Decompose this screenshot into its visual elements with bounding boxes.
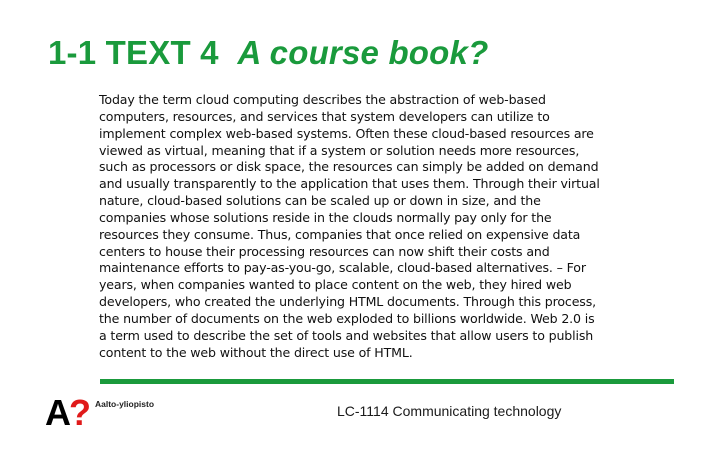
body-line: maintenance efforts to pay-as-you-go, scalable, cloud-based alternatives. – For [99, 260, 586, 276]
aalto-logo-name: Aalto-yliopisto [95, 399, 155, 409]
divider [100, 379, 674, 384]
body-line: nature, cloud-based solutions can be scaled up or down in size, and the [99, 193, 541, 209]
title-main: 1-1 TEXT 4 [48, 34, 219, 71]
body-line: such as processors or disk space, the resources can simply be added on demand [99, 159, 599, 175]
body-line: resources they consume. Thus, companies that once relied on expensive data [99, 226, 581, 242]
aalto-logo-mark: A? [45, 392, 89, 433]
body-line: implement complex web-based systems. Often these cloud-based resources are [99, 125, 594, 141]
body-line: viewed as virtual, meaning that if a system or solution needs more resources, [99, 142, 580, 158]
footer-course-label: LC-1114 Communicating technology [337, 403, 562, 419]
body-line: content to the web without the direct use of HTML. [99, 344, 413, 360]
body-line: computers, resources, and services that system developers can utilize to [99, 108, 550, 124]
slide-title [48, 34, 488, 72]
body-line: a term used to describe the set of tools and websites that allow users to publish [99, 327, 594, 343]
body-line: companies whose solutions reside in the clouds normally pay only for the [99, 209, 552, 225]
aalto-logo [45, 392, 195, 435]
body-line: and usually transparently to the application that uses them. Through their virtual [99, 176, 600, 192]
body-line: centers to house their processing resources can now shift their costs and [99, 243, 550, 259]
body-line: the number of documents on the web exploded to billions worldwide. Web 2.0 is [99, 310, 595, 326]
body-line: Today the term cloud computing describes the abstraction of web-based [99, 92, 546, 107]
body-paragraph [99, 92, 629, 362]
body-line: developers, who created the underlying HTML documents. Through this process, [99, 294, 596, 310]
body-line: years, when companies wanted to place content on the web, they hired web [99, 277, 572, 293]
title-subtitle: A course book? [237, 34, 489, 71]
